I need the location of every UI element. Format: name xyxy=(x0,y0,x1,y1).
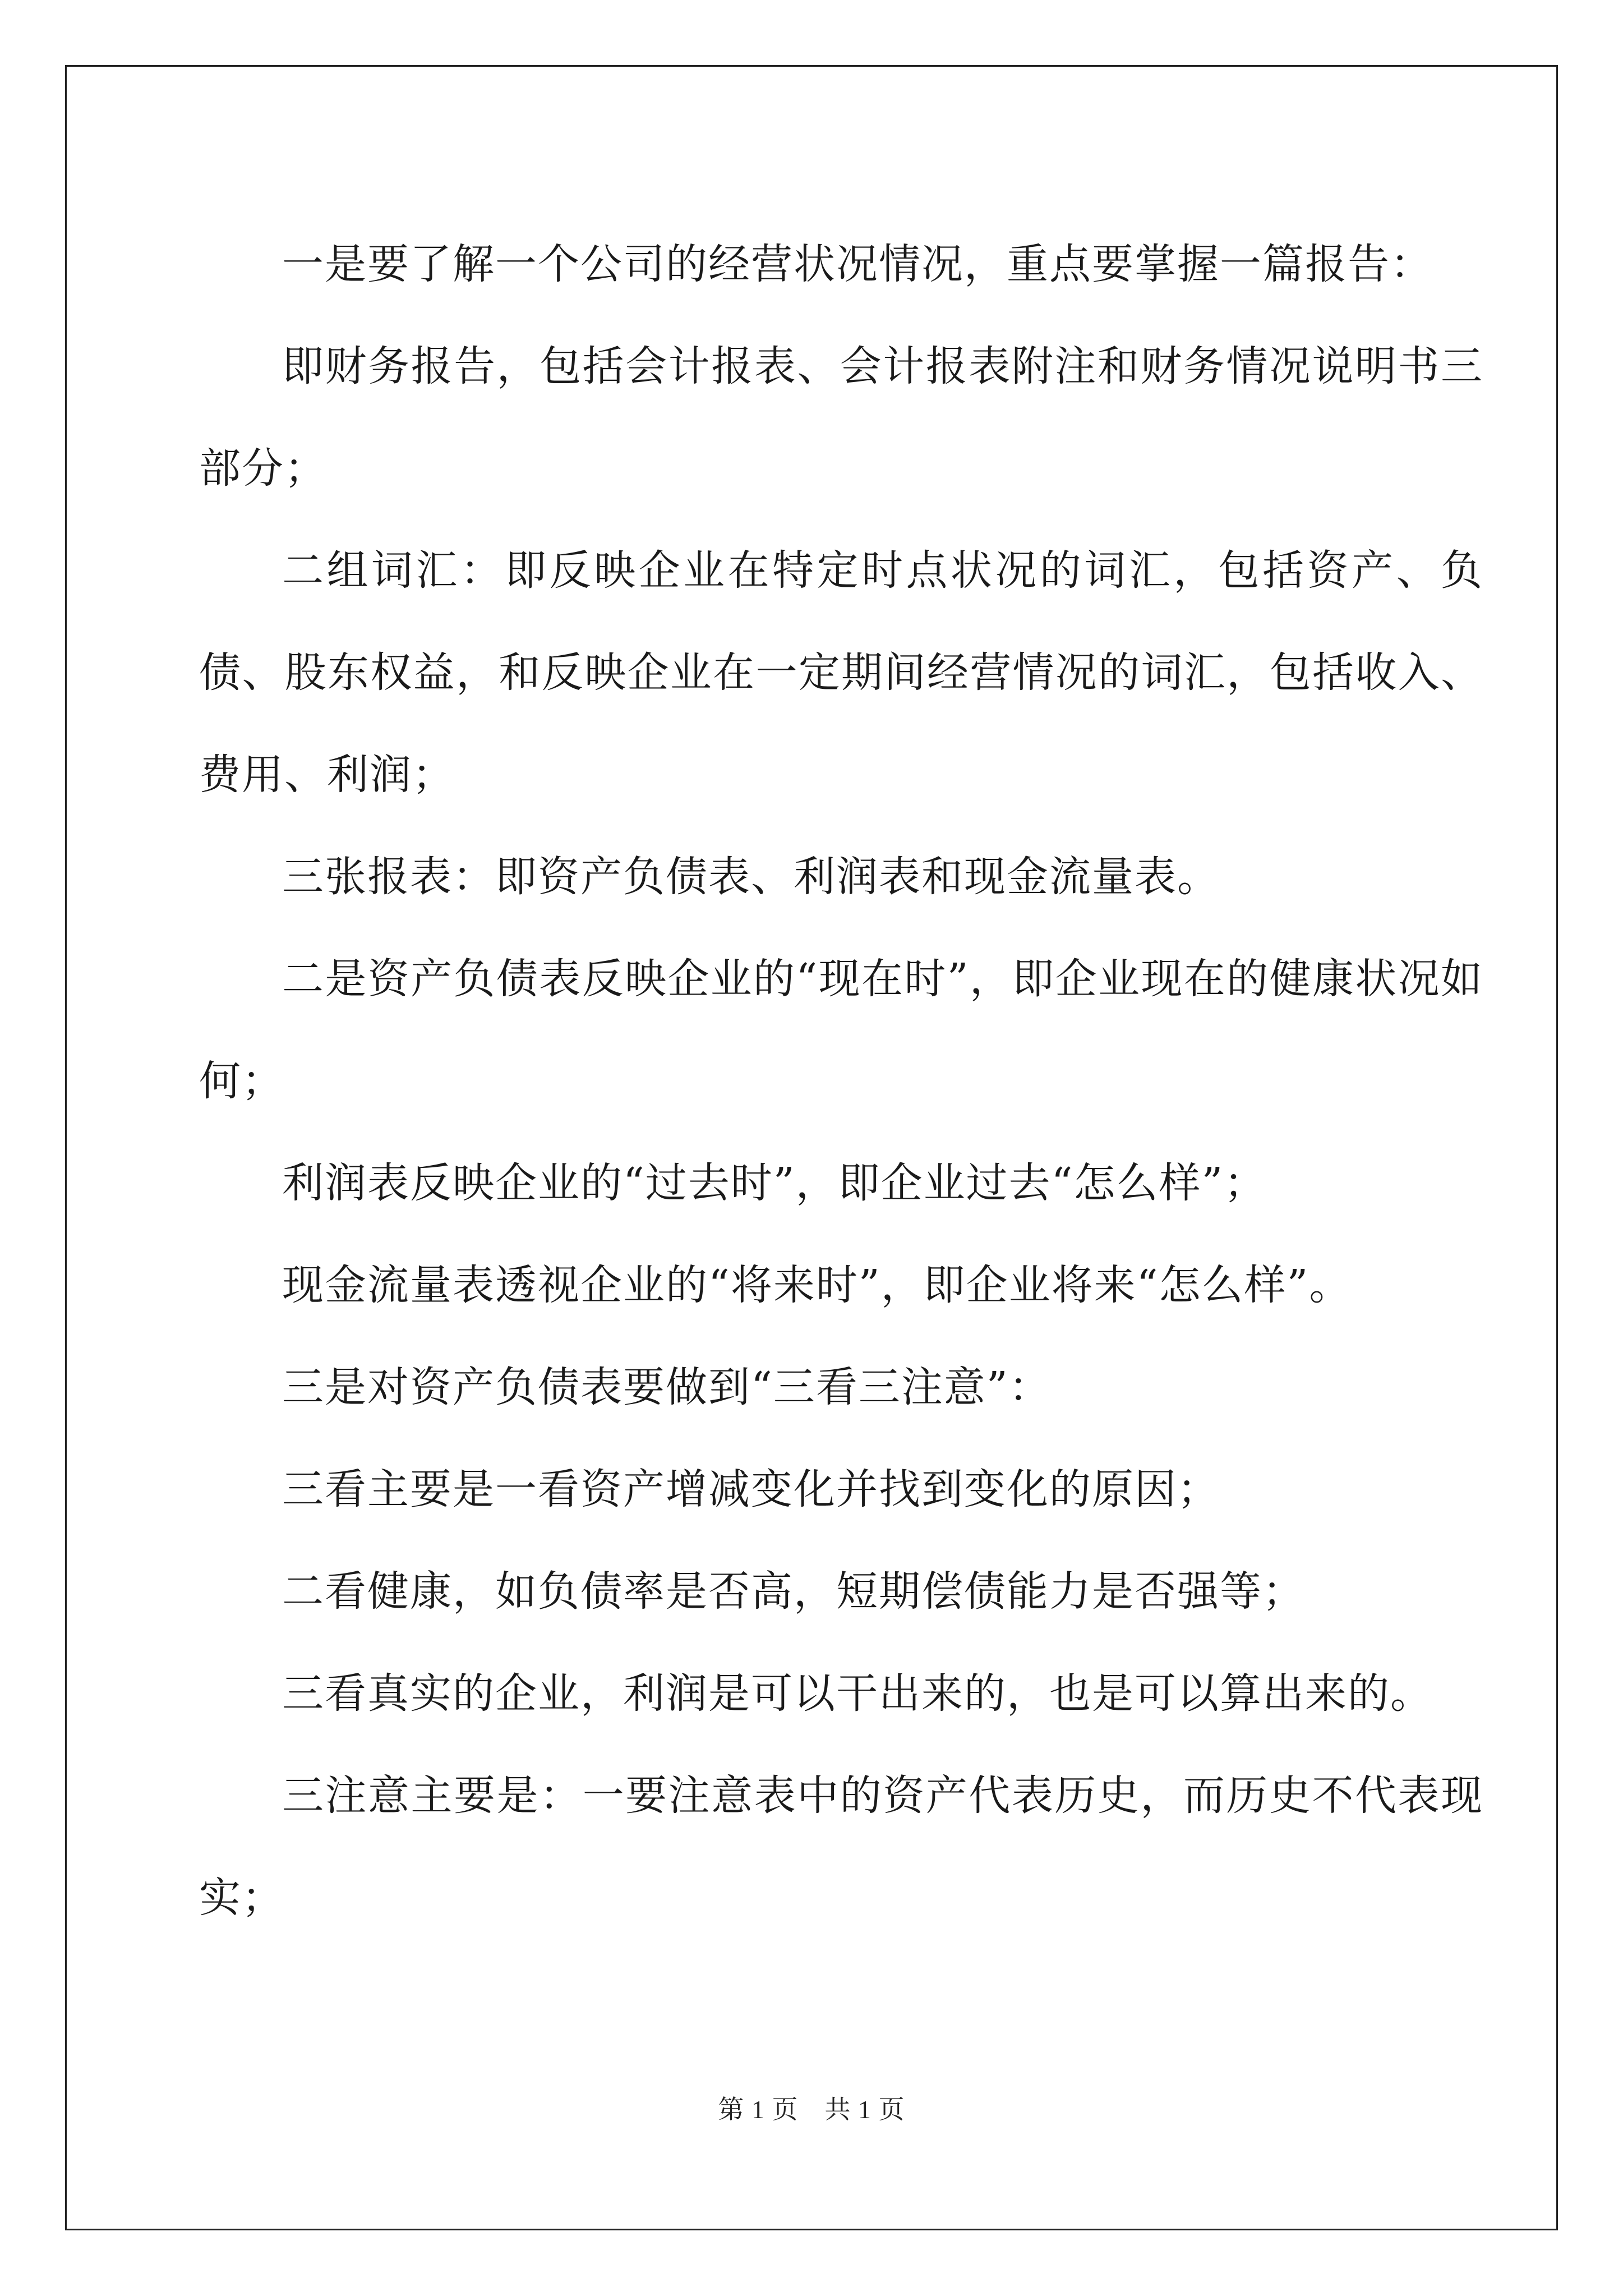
paragraph: 三注意主要是：一要注意表中的资产代表历史，而历史不代表现实； xyxy=(199,1772,1483,1922)
paragraph: 即财务报告，包括会计报表、会计报表附注和财务情况说明书三部分； xyxy=(199,342,1483,493)
paragraph: 二组词汇：即反映企业在特定时点状况的词汇，包括资产、负债、股东权益，和反映企业在一定期间经营情况的词汇，包括收入、费用、利润； xyxy=(199,546,1483,799)
document-body xyxy=(199,213,1483,1949)
paragraph: 一是要了解一个公司的经营状况情况，重点要掌握一篇报告： xyxy=(282,240,1433,288)
paragraph: 三看主要是一看资产增减变化并找到变化的原因； xyxy=(282,1465,1220,1513)
paragraph: 三是对资产负债表要做到“三看三注意”： xyxy=(282,1363,1052,1411)
paragraph: 现金流量表透视企业的“将来时”，即企业将来“怎么样”。 xyxy=(282,1261,1352,1309)
paragraph: 三看真实的企业，利润是可以干出来的，也是可以算出来的。 xyxy=(282,1669,1433,1718)
paragraph: 利润表反映企业的“过去时”，即企业过去“怎么样”； xyxy=(282,1159,1267,1207)
paragraph: 三张报表：即资产负债表、利润表和现金流量表。 xyxy=(282,853,1220,901)
page-number-footer: 第 1 页 共 1 页 xyxy=(718,2095,905,2124)
paragraph: 二看健康，如负债率是否高，短期偿债能力是否强等； xyxy=(282,1567,1305,1616)
paragraph: 二是资产负债表反映企业的“现在时”，即企业现在的健康状况如何； xyxy=(199,955,1483,1105)
